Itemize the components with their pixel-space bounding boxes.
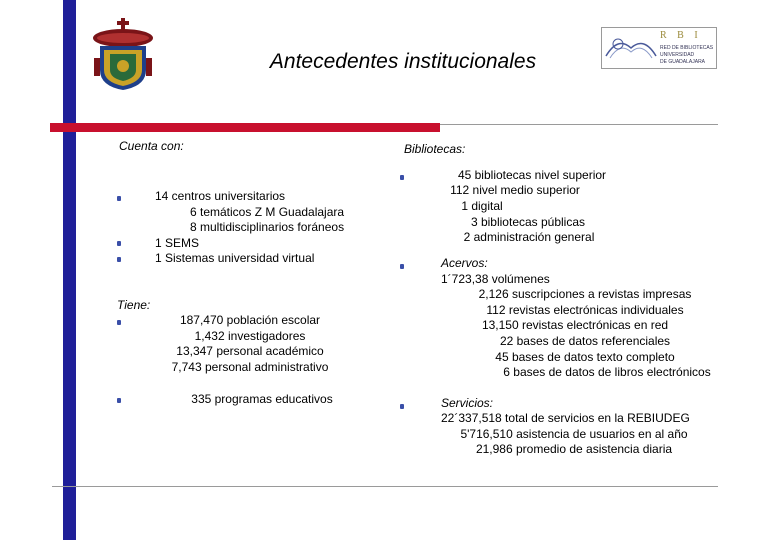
cuenta-heading: Cuenta con: [119,139,184,153]
logo-line-2: UNIVERSIDAD [660,52,695,58]
bibliotecas-line: 2 administración general [463,230,595,244]
bibliotecas-line: 1 digital [461,199,503,213]
acervos-line: 6 bases de datos de libros electrónicos [503,365,711,379]
bibliotecas-line: 3 bibliotecas públicas [470,215,586,229]
logo-line-1: RED DE BIBLIOTECAS [660,45,714,51]
footer-divider [52,486,718,487]
bullet-icon [117,398,121,403]
bibliotecas-heading: Bibliotecas: [404,142,466,156]
cuenta-item-centros: 14 centros universitarios [155,189,286,203]
tiene-line: 1,432 investigadores [194,329,306,343]
cuenta-item-virtual: 1 Sistemas universidad virtual [155,251,315,265]
acervos-line: 45 bases de datos texto completo [495,350,675,364]
bullet-icon [117,257,121,262]
servicios-line: 21,986 promedio de asistencia diaria [475,442,673,456]
bibliotecas-line: 112 nivel medio superior [450,183,580,197]
page-title: Antecedentes institucionales [269,50,537,73]
acervos-line: 1´723,38 volúmenes [441,272,550,286]
acervos-line: 13,150 revistas electrónicas en red [481,318,669,332]
title-underline-gray [440,124,718,125]
bibliotecas-line: 45 bibliotecas nivel superior [457,168,607,182]
acervos-line: 112 revistas electrónicas individuales [486,303,684,317]
cuenta-sub-tematicos: 6 temáticos Z M Guadalajara [190,205,345,219]
acervos-line: 22 bases de datos referenciales [499,334,671,348]
servicios-line: 22´337,518 total de servicios en la REBIUDEG [441,411,690,425]
logo-rbi-letters: R B I [660,30,702,41]
bullet-icon [400,404,404,409]
acervos-heading: Acervos: [441,256,488,270]
servicios-line: 5'716,510 asistencia de usuarios en al año [460,427,688,441]
bullet-icon [400,264,404,269]
cuenta-sub-multidisciplinarios: 8 multidisciplinarios foráneos [190,220,345,234]
tiene-heading: Tiene: [117,298,151,312]
tiene-line: 187,470 población escolar [179,313,321,327]
tiene-line: 13,347 personal académico [176,344,324,358]
acervos-line: 2,126 suscripciones a revistas impresas [478,287,692,301]
book-emblem-icon [604,32,658,64]
cuenta-item-sems: 1 SEMS [155,236,200,250]
programas-line: 335 programas educativos [191,392,333,406]
title-underline-red [50,123,440,132]
bullet-icon [117,241,121,246]
servicios-heading: Servicios: [441,396,494,410]
rbi-logo [601,27,717,69]
bullet-icon [117,196,121,201]
left-accent-bar [63,0,76,540]
tiene-line: 7,743 personal administrativo [171,360,329,374]
logo-line-3: DE GUADALAJARA [660,59,706,65]
